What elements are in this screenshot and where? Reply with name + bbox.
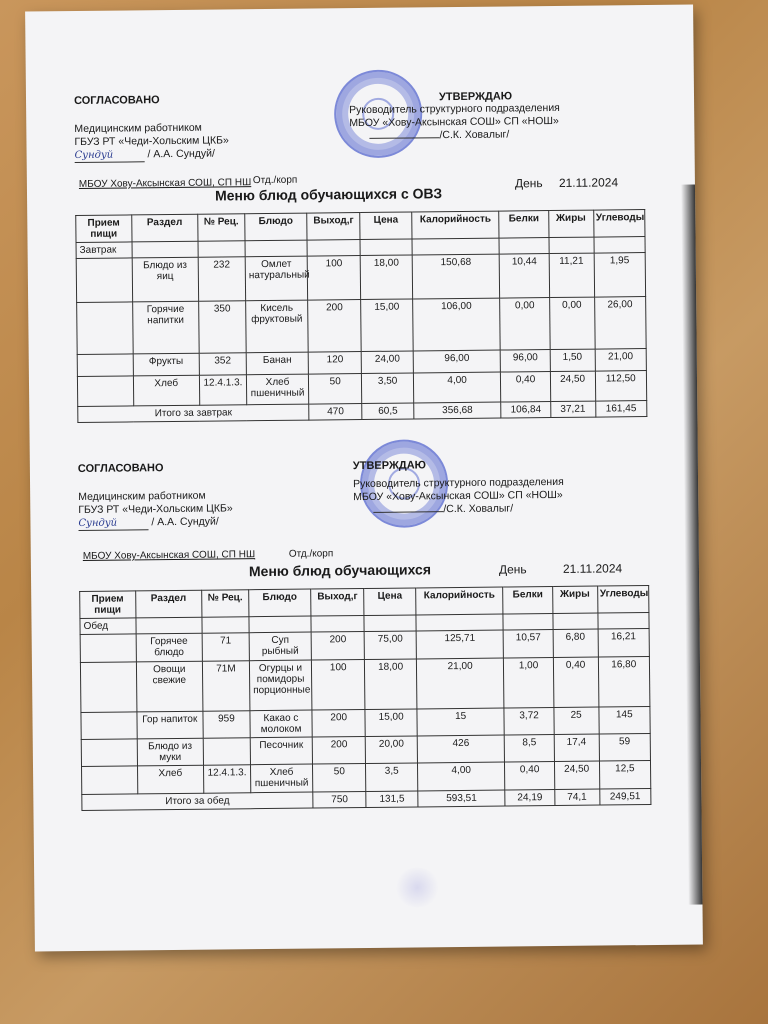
column-header: Раздел bbox=[135, 590, 202, 618]
total-carb: 161,45 bbox=[595, 401, 647, 418]
column-header: Калорийность bbox=[415, 587, 503, 615]
cell-out: 200 bbox=[311, 632, 365, 661]
column-header: Белки bbox=[503, 587, 552, 615]
table-row bbox=[76, 253, 645, 303]
cell-fat: 25 bbox=[554, 707, 599, 734]
total-prot: 106,84 bbox=[501, 402, 550, 419]
cell-carb: 21,00 bbox=[595, 349, 647, 372]
cell-carb: 16,80 bbox=[598, 657, 650, 708]
column-header: Жиры bbox=[552, 586, 597, 613]
cell-dish: Омлет натуральный bbox=[245, 256, 307, 301]
column-header: Прием пищи bbox=[76, 215, 132, 243]
total-kcal: 356,68 bbox=[413, 402, 501, 419]
cell-price: 20,00 bbox=[366, 736, 418, 764]
cell-price: 15,00 bbox=[361, 299, 413, 352]
column-header: Раздел bbox=[131, 214, 198, 242]
cell-kcal: 150,68 bbox=[412, 254, 500, 299]
approve-line3 bbox=[353, 501, 653, 517]
cell-price: 75,00 bbox=[365, 631, 417, 660]
cell-out: 120 bbox=[308, 352, 362, 375]
cell-fat: 17,4 bbox=[554, 734, 599, 761]
section-header bbox=[74, 89, 645, 215]
approve-block bbox=[353, 457, 654, 517]
cell-rec: 350 bbox=[199, 301, 247, 353]
meal-name: Завтрак bbox=[76, 242, 132, 259]
cell-price: 3,50 bbox=[362, 373, 414, 404]
total-label: Итого за завтрак bbox=[78, 404, 309, 422]
cell-kcal: 21,00 bbox=[416, 658, 504, 709]
cell-fat: 0,00 bbox=[549, 297, 594, 349]
cell-rec: 12.4.1.3. bbox=[199, 375, 246, 405]
agreed-line3 bbox=[78, 514, 328, 531]
signature-line bbox=[369, 137, 439, 139]
agreed-name: / А.А. Сундуй/ bbox=[147, 147, 215, 161]
total-price: 60,5 bbox=[362, 403, 413, 420]
cell-carb: 26,00 bbox=[594, 297, 646, 350]
agreed-title: СОГЛАСОВАНО bbox=[73, 94, 160, 108]
menu-table-breakfast bbox=[75, 209, 647, 423]
column-header: Углеводы bbox=[597, 586, 649, 614]
cell-carb: 112,50 bbox=[595, 371, 647, 402]
cell-kcal: 15 bbox=[417, 708, 505, 736]
column-header: Белки bbox=[499, 211, 548, 239]
approve-line2: МБОУ «Хову-Аксынская СОШ» СП «НОШ» bbox=[353, 488, 563, 504]
cell-rec bbox=[203, 738, 250, 765]
cell-rec: 71 bbox=[202, 633, 249, 661]
agreed-block bbox=[74, 92, 325, 163]
cell-dish: Кисель фруктовый bbox=[246, 300, 309, 353]
cell-section: Гор напиток bbox=[137, 711, 204, 739]
cell-section: Блюдо из муки bbox=[137, 738, 204, 766]
approve-line1: Руководитель структурного подразделения bbox=[349, 101, 560, 117]
cell-kcal: 125,71 bbox=[416, 630, 504, 659]
school-name: МБОУ Хову-Аксынская СОШ, СП НШ bbox=[82, 549, 256, 562]
cell-section: Блюдо из яиц bbox=[132, 257, 199, 302]
menu-table-lunch bbox=[79, 585, 651, 811]
agreed-line2: ГБУЗ РТ «Чеди-Хольским ЦКБ» bbox=[74, 134, 229, 149]
cell-rec: 232 bbox=[198, 257, 246, 301]
total-carb: 249,51 bbox=[599, 789, 651, 806]
agreed-line1: Медицинским работником bbox=[74, 121, 202, 136]
cell-dish: Банан bbox=[246, 352, 308, 375]
dept-label: Отд./корп bbox=[288, 548, 334, 560]
column-header: Калорийность bbox=[411, 211, 499, 239]
approve-title: УТВЕРЖДАЮ bbox=[438, 90, 513, 104]
cell-kcal: 96,00 bbox=[413, 350, 501, 373]
approve-line1: Руководитель структурного подразделения bbox=[353, 475, 564, 491]
cell-price: 3,5 bbox=[366, 763, 418, 792]
cell-kcal: 4,00 bbox=[417, 762, 505, 791]
approve-line2: МБОУ «Хову-Аксынская СОШ» СП «НОШ» bbox=[349, 114, 559, 130]
column-header: Выход,г bbox=[307, 213, 361, 241]
cell-prot: 10,57 bbox=[504, 630, 553, 659]
total-fat: 74,1 bbox=[554, 789, 599, 805]
cell-dish: Хлеб пшеничный bbox=[250, 764, 312, 793]
total-label: Итого за обед bbox=[82, 792, 313, 810]
column-header: Цена bbox=[364, 588, 416, 616]
total-out: 750 bbox=[313, 791, 367, 808]
menu-date: 21.11.2024 bbox=[558, 175, 619, 190]
cell-carb: 59 bbox=[599, 734, 651, 762]
cell-prot: 8,5 bbox=[505, 735, 554, 763]
cell-kcal: 4,00 bbox=[413, 372, 501, 403]
total-price: 131,5 bbox=[366, 791, 417, 808]
cell-section: Хлеб bbox=[133, 375, 200, 406]
day-label: День bbox=[498, 562, 527, 577]
menu-section-lunch bbox=[78, 457, 652, 811]
cell-fat: 0,40 bbox=[553, 657, 598, 707]
column-header: Цена bbox=[360, 212, 412, 240]
cell-prot: 0,00 bbox=[500, 298, 550, 351]
cell-section: Горячие напитки bbox=[132, 301, 199, 354]
cell-dish: Какао с молоком bbox=[250, 710, 312, 738]
cell-carb: 145 bbox=[598, 707, 650, 735]
menu-title: Меню блюд обучающихся с ОВЗ bbox=[214, 185, 443, 204]
total-fat: 37,21 bbox=[550, 401, 595, 417]
cell-section: Хлеб bbox=[137, 765, 204, 794]
cell-prot: 0,40 bbox=[501, 372, 550, 403]
column-header: Выход,г bbox=[311, 589, 365, 617]
cell-price: 15,00 bbox=[365, 709, 417, 737]
cell-out: 50 bbox=[308, 374, 362, 405]
agreed-block bbox=[78, 460, 329, 531]
cell-carb: 1,95 bbox=[594, 253, 646, 298]
column-header: № Рец. bbox=[198, 214, 245, 241]
cell-dish: Песочник bbox=[250, 737, 312, 765]
total-kcal: 593,51 bbox=[418, 790, 506, 807]
cell-fat: 1,50 bbox=[550, 349, 595, 371]
signature: Сундуй bbox=[78, 516, 148, 531]
signature-line bbox=[373, 511, 443, 513]
cell-fat: 24,50 bbox=[550, 371, 595, 401]
cell-fat: 24,50 bbox=[554, 761, 599, 789]
cell-fat: 11,21 bbox=[549, 253, 594, 297]
cell-prot: 0,40 bbox=[505, 762, 554, 791]
cell-out: 50 bbox=[312, 763, 366, 792]
dept-label: Отд./корп bbox=[252, 174, 298, 187]
stamp-smudge bbox=[394, 867, 440, 907]
menu-section-breakfast bbox=[74, 89, 647, 423]
column-header: Блюдо bbox=[249, 589, 311, 617]
cell-section: Фрукты bbox=[133, 353, 200, 376]
approve-name: /С.К. Ховалыг/ bbox=[443, 502, 514, 516]
cell-price: 18,00 bbox=[365, 659, 417, 710]
column-header: Прием пищи bbox=[80, 591, 136, 619]
table-row bbox=[77, 297, 647, 355]
cell-out: 200 bbox=[312, 736, 366, 764]
agreed-line3 bbox=[75, 146, 325, 163]
cell-out: 200 bbox=[308, 300, 362, 353]
column-header: Блюдо bbox=[245, 213, 307, 241]
cell-rec: 71М bbox=[202, 661, 250, 711]
column-header: Жиры bbox=[548, 210, 593, 237]
cell-fat: 6,80 bbox=[553, 629, 598, 657]
cell-kcal: 106,00 bbox=[412, 298, 500, 351]
cell-out: 100 bbox=[311, 660, 365, 711]
cell-prot: 96,00 bbox=[501, 350, 550, 373]
cell-dish: Хлеб пшеничный bbox=[246, 374, 308, 405]
meal-name: Обед bbox=[80, 618, 136, 635]
column-header: Углеводы bbox=[593, 210, 645, 238]
signature: Сундуй bbox=[75, 148, 145, 163]
approve-line3 bbox=[349, 127, 649, 143]
cell-rec: 959 bbox=[203, 711, 250, 738]
cell-carb: 12,5 bbox=[599, 761, 651, 790]
cell-out: 200 bbox=[312, 709, 366, 737]
cell-price: 24,00 bbox=[362, 351, 414, 374]
cell-carb: 16,21 bbox=[598, 629, 650, 658]
approve-block bbox=[349, 89, 650, 143]
cell-dish: Огурцы и помидоры порционные bbox=[249, 660, 312, 711]
day-label: День bbox=[514, 176, 543, 191]
cell-prot: 3,72 bbox=[504, 708, 553, 736]
total-prot: 24,19 bbox=[505, 790, 554, 807]
agreed-name: / А.А. Сундуй/ bbox=[151, 515, 219, 529]
approve-title: УТВЕРЖДАЮ bbox=[352, 459, 427, 473]
cell-rec: 12.4.1.3. bbox=[203, 765, 250, 793]
cell-rec: 352 bbox=[199, 353, 246, 375]
agreed-line2: ГБУЗ РТ «Чеди-Хольским ЦКБ» bbox=[78, 502, 233, 516]
cell-out: 100 bbox=[307, 256, 361, 301]
cell-prot: 10,44 bbox=[500, 254, 550, 299]
paper-sheet bbox=[25, 5, 703, 952]
column-header: № Рец. bbox=[202, 590, 249, 617]
total-out: 470 bbox=[309, 404, 363, 421]
agreed-title: СОГЛАСОВАНО bbox=[77, 462, 164, 475]
menu-date: 21.11.2024 bbox=[562, 561, 623, 576]
approve-name: /С.К. Ховалыг/ bbox=[439, 128, 510, 142]
cell-kcal: 426 bbox=[417, 735, 505, 763]
table-row bbox=[80, 657, 649, 713]
cell-section: Горячее блюдо bbox=[136, 633, 203, 662]
section-header bbox=[78, 457, 649, 583]
menu-title: Меню блюд обучающихся bbox=[248, 561, 432, 580]
school-name: МБОУ Хову-Аксынская СОШ, СП НШ bbox=[78, 177, 252, 190]
cell-dish: Суп рыбный bbox=[249, 632, 311, 661]
cell-section: Овощи свежие bbox=[136, 661, 203, 712]
agreed-line1: Медицинским работником bbox=[78, 489, 206, 503]
cell-price: 18,00 bbox=[361, 255, 413, 300]
cell-prot: 1,00 bbox=[504, 658, 554, 709]
